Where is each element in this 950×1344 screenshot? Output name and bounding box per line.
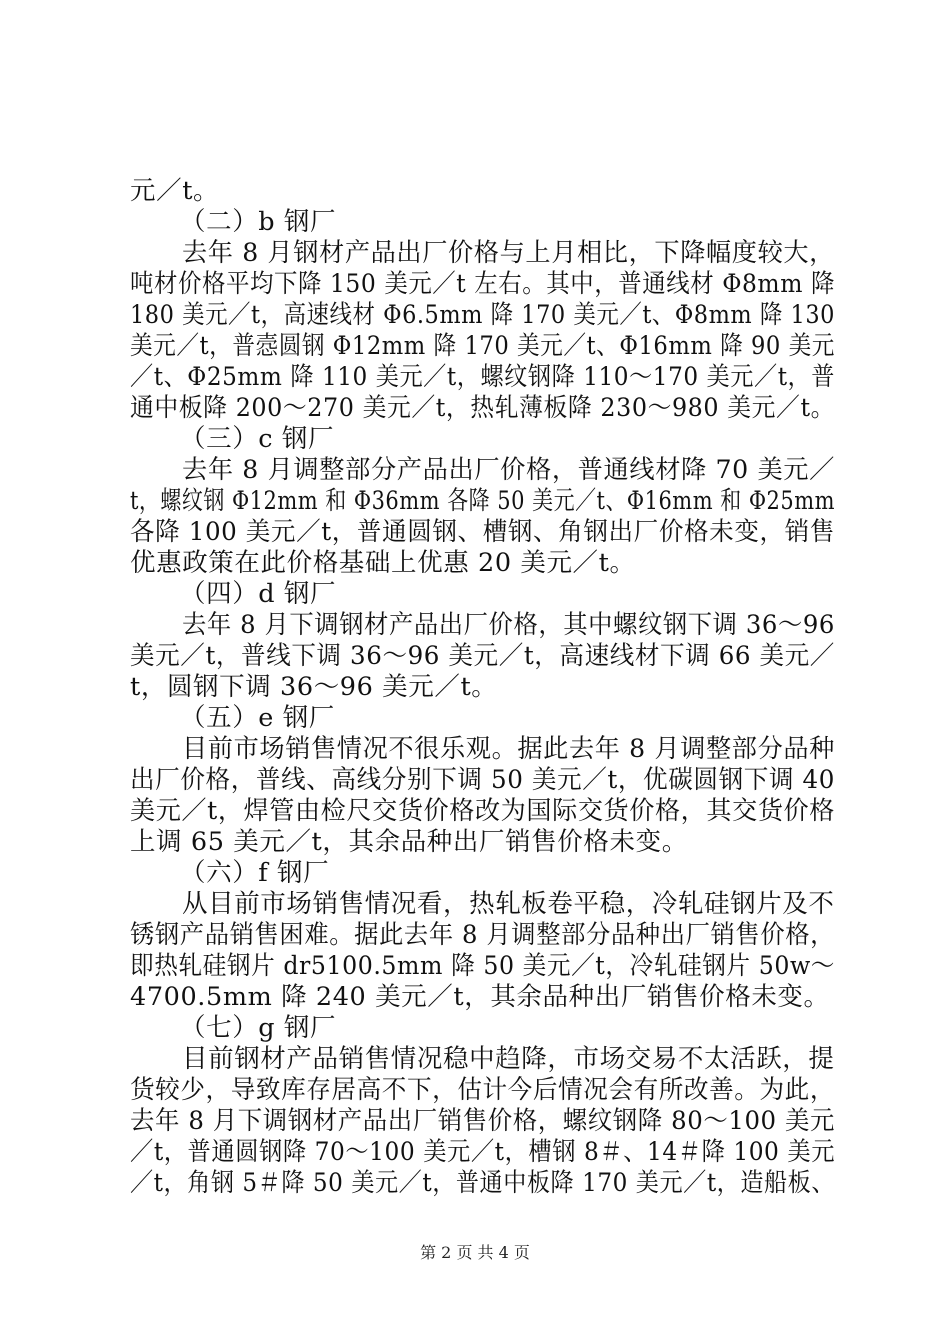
text-line: 即热轧硅钢片 dr5100.5mm 降 50 美元／t，冷轧硅钢片 50w～ (130, 951, 835, 981)
text-line: t，圆钢下调 36～96 美元／t。 (130, 672, 498, 702)
text-line: 锈钢产品销售困难。据此去年 8 月调整部分品种出厂销售价格， (130, 920, 836, 950)
text-line: 元／t。 (130, 176, 220, 206)
text-line: 上调 65 美元／t，其余品种出厂销售价格未变。 (130, 827, 688, 857)
text-line: 4700.5mm 降 240 美元／t，其余品种出厂销售价格未变。 (130, 982, 830, 1012)
text-line: 出厂价格，普线、高线分别下调 50 美元／t，优碳圆钢下调 40 (130, 765, 836, 795)
text-line: 美元／t，普悫圆钢 Φ12mm 降 170 美元／t、Φ16mm 降 90 美元 (130, 331, 835, 361)
text-line: ／t，普通圆钢降 70～100 美元／t，槽钢 8＃、14＃降 100 美元 (130, 1137, 836, 1167)
text-line: 通中板降 200～270 美元／t，热轧薄板降 230～980 美元／t。 (130, 393, 835, 423)
text-line: t，螺纹钢 Φ12mm 和 Φ36mm 各降 50 美元／t、Φ16mm 和 Φ25mm (130, 486, 836, 516)
text-line: 去年 8 月下调钢材产品出厂价格，其中螺纹钢下调 36～96 (182, 610, 835, 640)
text-line: 吨材价格平均下降 150 美元／t 左右。其中，普通线材 Φ8mm 降 (130, 269, 835, 299)
text-line: ／t，角钢 5＃降 50 美元／t，普通中板降 170 美元／t，造船板、 (130, 1168, 836, 1198)
section-heading: （三）c 钢厂 (180, 424, 335, 454)
text-line: 各降 100 美元／t，普通圆钢、槽钢、角钢出厂价格未变，销售 (130, 517, 835, 547)
section-heading: （五）e 钢厂 (180, 703, 335, 733)
section-heading: （六）f 钢厂 (180, 858, 330, 888)
text-line: 目前市场销售情况不很乐观。据此去年 8 月调整部分品种 (182, 734, 835, 764)
section-heading: （四）d 钢厂 (180, 579, 337, 609)
text-line: 从目前市场销售情况看，热轧板卷平稳，冷轧硅钢片及不 (182, 889, 835, 919)
text-line: 美元／t，普线下调 36～96 美元／t，高速线材下调 66 美元／ (130, 641, 835, 671)
text-line: ／t、Φ25mm 降 110 美元／t，螺纹钢降 110～170 美元／t，普 (130, 362, 835, 392)
text-line: 目前钢材产品销售情况稳中趋降，市场交易不太活跃，提 (182, 1044, 835, 1074)
page-footer: 第 2 页 共 4 页 (420, 1243, 530, 1262)
text-line: 去年 8 月调整部分产品出厂价格，普通线材降 70 美元／ (182, 455, 835, 485)
text-line: 去年 8 月下调钢材产品出厂销售价格，螺纹钢降 80～100 美元 (130, 1106, 836, 1136)
section-heading: （七）g 钢厂 (180, 1013, 337, 1043)
text-line: 优惠政策在此价格基础上优惠 20 美元／t。 (130, 548, 636, 578)
text-line: 美元／t，焊管由检尺交货价格改为国际交货价格，其交货价格 (130, 796, 835, 826)
section-heading: （二）b 钢厂 (180, 207, 337, 237)
text-line: 180 美元／t，高速线材 Φ6.5mm 降 170 美元／t、Φ8mm 降 130 (130, 300, 835, 330)
text-line: 去年 8 月钢材产品出厂价格与上月相比，下降幅度较大， (182, 238, 835, 268)
text-line: 货较少，导致库存居高不下，估计今后情况会有所改善。为此， (130, 1075, 836, 1105)
